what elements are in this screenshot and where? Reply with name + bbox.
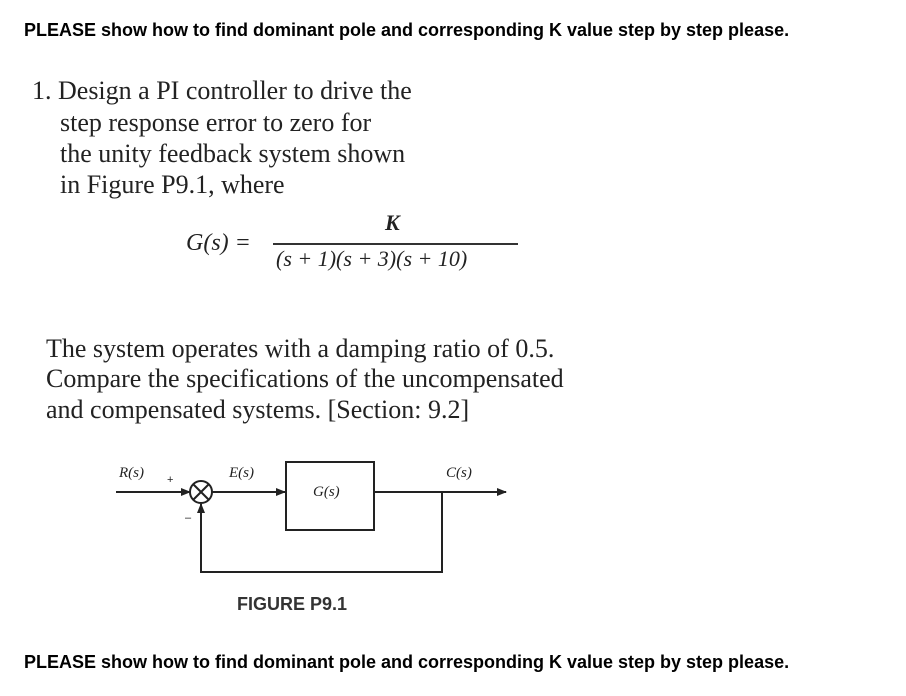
- figure-caption: FIGURE P9.1: [237, 594, 348, 614]
- error-label: E(s): [229, 465, 254, 481]
- summing-junction: [190, 481, 212, 503]
- problem-line-4: in Figure P9.1, where: [60, 170, 285, 199]
- equation-denominator: (s + 1)(s + 3)(s + 10): [276, 246, 468, 271]
- problem-line-1: 1. Design a PI controller to drive the: [32, 76, 412, 105]
- minus-sign: –: [185, 512, 192, 524]
- problem-line-3: the unity feedback system shown: [60, 139, 406, 168]
- operates-line-1: The system operates with a damping ratio of 0.5.: [46, 334, 555, 363]
- problem-line-2: step response error to zero for: [60, 108, 372, 137]
- bottom-banner-text: PLEASE show how to find dominant pole and corresponding K value step by step please.: [24, 652, 790, 672]
- equation-lhs: G(s) =: [186, 230, 251, 256]
- operates-line-3: and compensated systems. [Section: 9.2]: [46, 395, 470, 424]
- input-label: R(s): [119, 465, 144, 481]
- plus-sign: +: [167, 474, 174, 486]
- equation-numerator: K: [385, 210, 400, 235]
- operates-line-2: Compare the specifications of the uncompensated: [46, 364, 564, 393]
- block-label: G(s): [313, 484, 340, 500]
- top-banner-text: PLEASE show how to find dominant pole and corresponding K value step by step please.: [24, 20, 790, 40]
- output-label: C(s): [446, 465, 472, 481]
